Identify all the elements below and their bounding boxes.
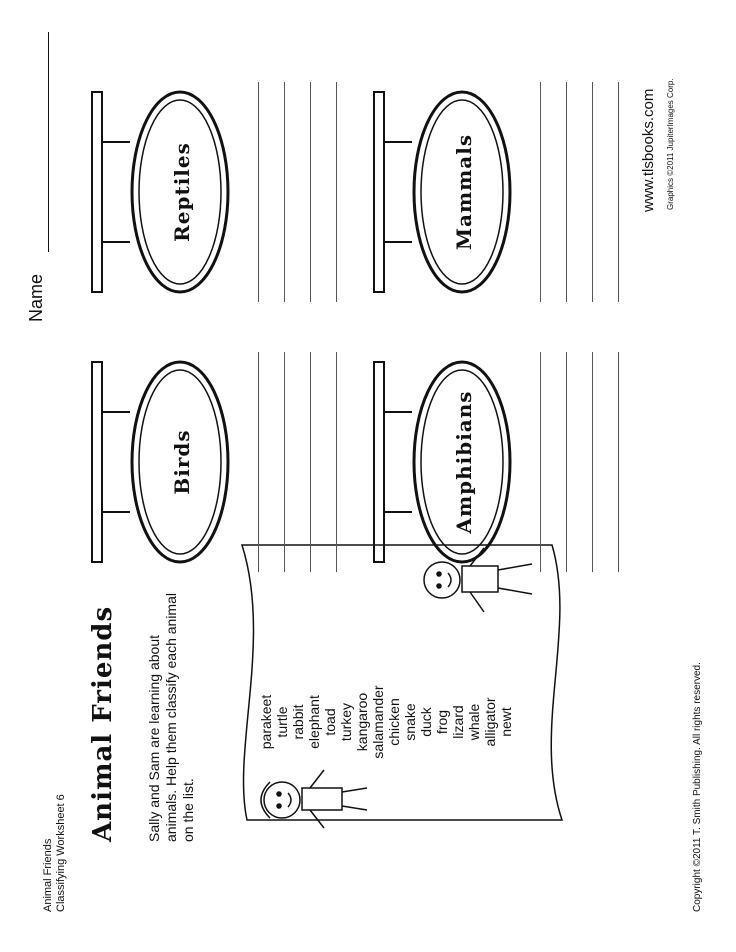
copyright-text: Copyright ©2011 T. Smith Publishing. All rights reserved. [692,662,703,912]
answer-line[interactable] [618,82,619,302]
sign-label-reptiles: Reptiles [170,142,194,242]
answer-line[interactable] [566,352,567,572]
page-title: Animal Friends [88,605,118,842]
answer-line[interactable] [566,82,567,302]
answer-line[interactable] [310,352,311,572]
worksheet-header [42,794,68,912]
sign-post-icon [90,352,230,572]
answer-line[interactable] [336,352,337,572]
name-field[interactable] [24,22,54,322]
answer-line[interactable] [540,352,541,572]
answer-line[interactable] [618,352,619,572]
sign-label-mammals: Mammals [452,133,476,251]
animal-word: kangaroo [354,692,370,752]
answer-line[interactable] [284,352,285,572]
answer-line[interactable] [540,82,541,302]
animal-word: whale [466,703,482,741]
animal-word: alligator [482,697,498,747]
sign-label-amphibians: Amphibians [452,390,476,534]
animal-word: lizard [450,705,466,739]
animal-word: parakeet [258,694,274,750]
name-label: Name [26,273,46,322]
sign-birds [90,352,230,572]
answer-line[interactable] [310,82,311,302]
sign-amphibians [372,352,512,572]
animal-word: chicken [386,698,402,746]
sign-mammals [372,82,512,302]
animal-word: frog [434,709,450,735]
answer-line[interactable] [592,352,593,572]
sign-post-icon [90,82,230,302]
animal-word: turkey [338,702,354,742]
website-link[interactable]: www.tlsbooks.com [640,88,657,212]
animal-word: snake [402,703,418,741]
answer-line[interactable] [258,82,259,302]
animal-word: rabbit [290,704,306,740]
name-line[interactable] [48,32,49,252]
animal-word: newt [498,707,514,737]
sign-label-birds: Birds [170,429,194,495]
header-subject: Animal Friends [42,838,54,912]
animal-word: toad [322,708,338,736]
sign-post-icon [372,82,512,302]
sign-post-icon [372,352,512,572]
animal-word: duck [418,707,434,737]
answer-line[interactable] [258,352,259,572]
graphics-credit: Graphics ©2011 JupiterImages Corp. [666,78,675,210]
answer-line[interactable] [592,82,593,302]
animal-word: turtle [274,706,290,738]
sign-reptiles [90,82,230,302]
animal-word: salamander [370,685,386,759]
header-worksheet: Classifying Worksheet 6 [55,794,67,912]
instructions: Sally and Sam are learning about animals. Help them classify each animal on the list. [146,593,196,842]
answer-line[interactable] [284,82,285,302]
answer-line[interactable] [336,82,337,302]
animal-word: elephant [306,695,322,749]
